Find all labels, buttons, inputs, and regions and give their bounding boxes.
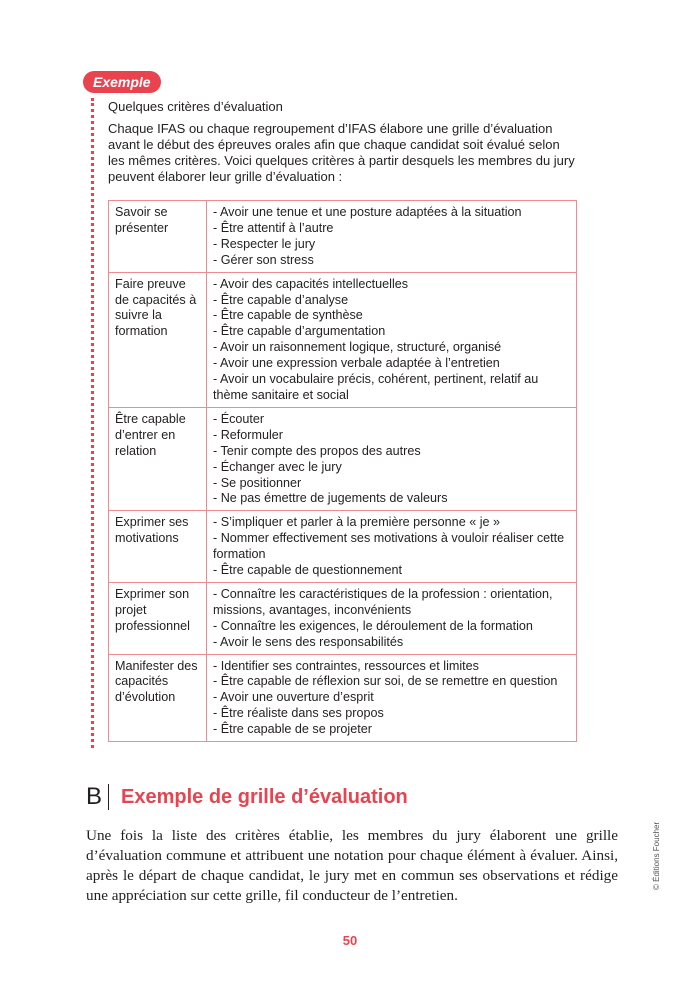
- table-row: [109, 582, 577, 654]
- table-row: [109, 407, 577, 510]
- label-text: Être capable d’entrer en relation: [115, 411, 186, 458]
- label-text: Exprimer son projet professionnel: [115, 586, 190, 633]
- table-row: [109, 272, 577, 407]
- copyright-notice: © Éditions Foucher: [652, 821, 661, 890]
- section-heading: [86, 784, 408, 810]
- criterion-label: [109, 201, 207, 273]
- box-intro: Chaque IFAS ou chaque regroupement d’IFAS élabore une grille d’évaluation avant le début des épreuves orales afin que chaque candidat soit évalué selon les mêmes critères. Voici quelques critères à partir desquels les membres du jury peuvent élaborer leur grille d’évaluation :: [108, 121, 575, 184]
- table-row: [109, 511, 577, 583]
- label-text: Faire preuve de capacités à suivre la formation: [115, 276, 197, 339]
- criterion-label: [109, 272, 207, 407]
- label-text: Manifester des capacités d’évolution: [115, 658, 198, 705]
- criterion-items: - Identifier ses contraintes, ressources et limites - Être capable de réflexion sur soi, de se remettre en question - Avoir une ouverture d’esprit - Être réaliste dans ses propos - Être capable de se projeter: [207, 654, 577, 742]
- criterion-label: [109, 582, 207, 654]
- section-letter: B: [86, 784, 109, 810]
- box-title: Quelques critères d’évaluation: [108, 99, 283, 114]
- criterion-items: - Connaître les caractéristiques de la profession : orientation, missions, avantages, inconvénients - Connaître les exigences, le déroulement de la formation - Avoir le sens des responsabilités: [207, 582, 577, 654]
- section-title: Exemple de grille d’évaluation: [121, 785, 408, 808]
- example-badge: Exemple: [83, 71, 161, 93]
- label-text: Exprimer ses motivations: [115, 515, 189, 546]
- criterion-label: [109, 511, 207, 583]
- label-text: Savoir se présenter: [115, 205, 169, 235]
- criterion-items: - Écouter - Reformuler - Tenir compte des propos des autres - Échanger avec le jury - Se positionner - Ne pas émettre de jugements de valeurs: [207, 407, 577, 510]
- criterion-items: - Avoir une tenue et une posture adaptées à la situation - Être attentif à l’autre - Respecter le jury - Gérer son stress: [207, 201, 577, 273]
- body-paragraph: Une fois la liste des critères établie, les membres du jury élaborent une grille d’évaluation commune et attribuent une notation pour chaque élément à évaluer. Ainsi, après le départ de chaque candidat, le jury met en commun ses observations et rédige une appréciation sur cette grille, fil conducteur de l’entretien.: [86, 827, 618, 904]
- criterion-label: [109, 654, 207, 742]
- criteria-table: [108, 200, 577, 742]
- criterion-items: - S’impliquer et parler à la première personne « je » - Nommer effectivement ses motivations à vouloir réaliser cette formation - Être capable de questionnement: [207, 511, 577, 583]
- table-row: [109, 201, 577, 273]
- table-row: [109, 654, 577, 742]
- dotted-margin-line: [91, 98, 94, 748]
- page-number: 50: [342, 933, 358, 948]
- criterion-items: - Avoir des capacités intellectuelles - Être capable d’analyse - Être capable de synthèse - Être capable d’argumentation - Avoir un raisonnement logique, structuré, organisé - Avoir une expression verbale adaptée à l’entretien - Avoir un vocabulaire précis, cohérent, pertinent, relatif au thème sanitaire et social: [207, 272, 577, 407]
- criterion-label: [109, 407, 207, 510]
